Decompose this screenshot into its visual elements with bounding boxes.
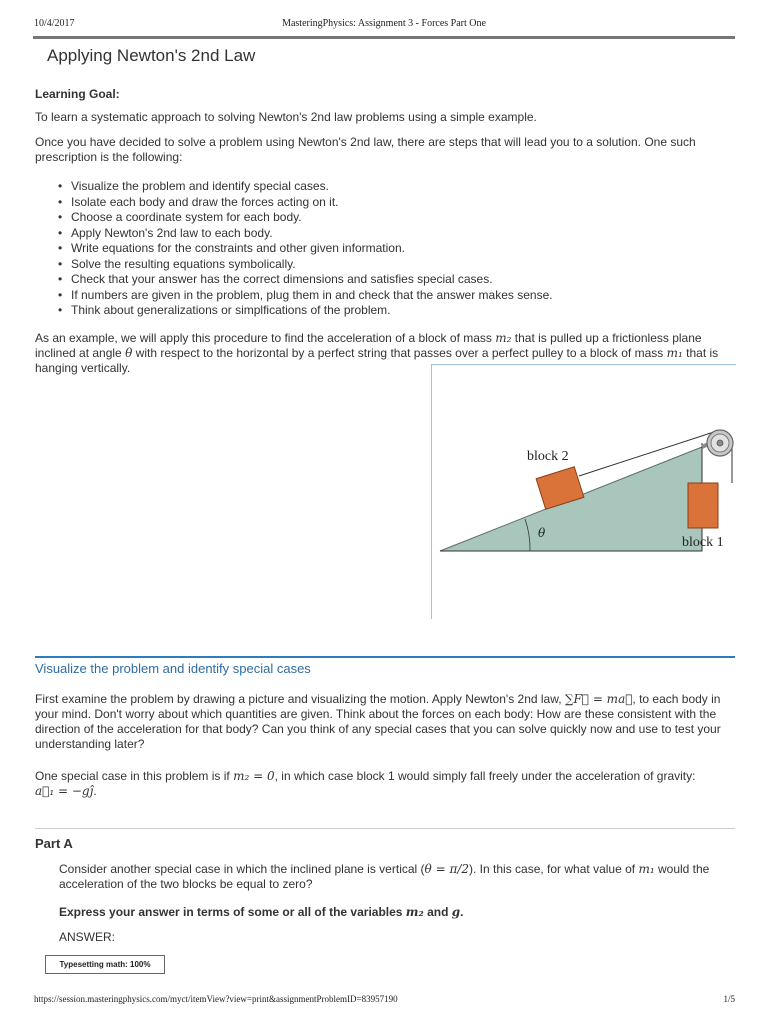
part-a-instruction: Express your answer in terms of some or all of the variables m₂ and g. — [59, 905, 464, 919]
math-free-fall: a⃗₁ = −gĵ — [35, 784, 94, 798]
footer-url: https://session.masteringphysics.com/myct/itemView?view=print&assignmentProblemID=83957190 — [34, 994, 398, 1004]
list-item: • If numbers are given in the problem, plug them in and check that the answer makes sense. — [58, 288, 553, 304]
list-item: • Visualize the problem and identify special cases. — [58, 179, 553, 195]
block-2-label: block 2 — [527, 449, 569, 464]
list-item: • Check that your answer has the correct dimensions and satisfies special cases. — [58, 272, 553, 288]
special-case-paragraph: One special case in this problem is if m₂ = 0, in which case block 1 would simply fall freely under the acceleration of gravity: a⃗₁ = −gĵ. — [35, 769, 696, 798]
incline-diagram — [432, 365, 736, 619]
section-divider — [35, 656, 735, 658]
intro-paragraph: Once you have decided to solve a problem using Newton's 2nd law, there are steps that will lead you to a solution. One such prescription is the following: — [35, 135, 696, 164]
answer-label: ANSWER: — [59, 930, 116, 944]
print-header — [0, 0, 768, 40]
learning-goal-text: To learn a systematic approach to solving Newton's 2nd law problems using a simple example. — [35, 110, 537, 124]
part-a-question: Consider another special case in which the inclined plane is vertical (θ = π/2). In this case, for what value of m₁ would the acceleration of the two blocks be equal to zero? — [59, 862, 710, 891]
learning-goal-heading: Learning Goal: — [35, 87, 120, 101]
math-m2: m₂ — [495, 331, 512, 345]
incline-pulley-figure — [431, 364, 736, 619]
math-newton-law: ∑F⃗ = ma⃗ — [564, 692, 633, 706]
math-theta-vertical: θ = π/2 — [424, 862, 470, 876]
section-title: Visualize the problem and identify special cases — [35, 661, 311, 676]
pulley-icon — [707, 430, 733, 456]
math-g: g — [451, 905, 461, 919]
list-item: • Think about generalizations or simplfications of the problem. — [58, 303, 553, 319]
angle-label: θ — [538, 526, 546, 540]
math-m1: m₁ — [666, 346, 683, 360]
math-m2: m₂ — [405, 905, 424, 919]
page-number: 1/5 — [723, 994, 735, 1004]
list-item: • Choose a coordinate system for each body. — [58, 210, 553, 226]
print-date: 10/4/2017 — [34, 18, 75, 29]
list-item: • Write equations for the constraints and other given information. — [58, 241, 553, 257]
math-theta: θ — [125, 346, 133, 360]
print-title: MasteringPhysics: Assignment 3 - Forces Part One — [282, 18, 486, 29]
block-1 — [688, 483, 718, 528]
list-item: • Isolate each body and draw the forces acting on it. — [58, 195, 553, 211]
math-m1: m₁ — [638, 862, 655, 876]
list-item: • Apply Newton's 2nd law to each body. — [58, 226, 553, 242]
steps-list — [58, 179, 553, 319]
page-title: Applying Newton's 2nd Law — [47, 46, 256, 65]
block-1-label: block 1 — [682, 535, 724, 550]
typesetting-status: Typesetting math: 100% — [45, 955, 165, 974]
example-paragraph: As an example, we will apply this procedure to find the acceleration of a block of mass m₂ that is pulled up a frictionless plane inclined at angle θ with respect to the horizontal by a perfect string that passes over a perfect pulley to a block of mass m₁ that is hanging vertically. — [35, 331, 719, 375]
math-m2-zero: m₂ = 0 — [233, 769, 275, 783]
section-paragraph: First examine the problem by drawing a picture and visualizing the motion. Apply Newton's 2nd law, ∑F⃗ = ma⃗, to each body in your mind. Don't worry about which quantities are given. Think about the forces on each body: How are these consistent with the direction of the acceleration for that body? Can you think of any special cases that you can solve quickly now and use to test your understanding later? — [35, 692, 721, 751]
part-a-title: Part A — [35, 836, 73, 851]
header-divider — [33, 36, 735, 39]
list-item: • Solve the resulting equations symbolically. — [58, 257, 553, 273]
part-a-divider — [35, 828, 735, 829]
